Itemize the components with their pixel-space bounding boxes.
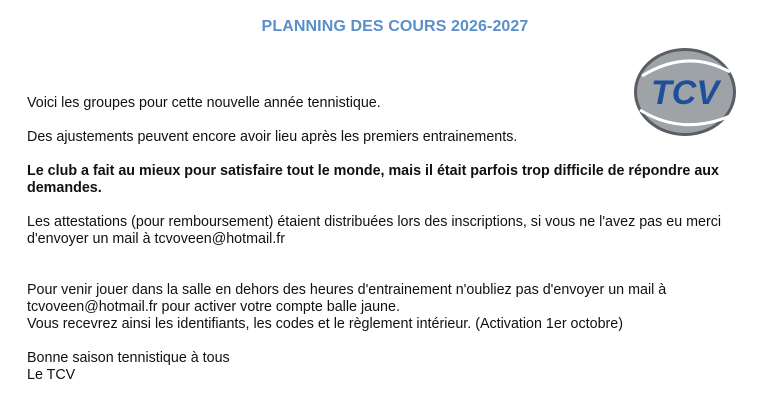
credentials-paragraph: Vous recevrez ainsi les identifiants, les codes et le règlement intérieur. (Activation 1er octobre) xyxy=(27,316,624,332)
logo-text: TCV xyxy=(651,74,719,112)
attestations-paragraph: Les attestations (pour remboursement) étaient distribuées lors des inscriptions, si vous ne l'avez pas eu merci d'envoyer un mail à tcvoveen@hotmail.fr xyxy=(27,214,722,247)
club-notice-paragraph: Le club a fait au mieux pour satisfaire tout le monde, mais il était parfois trop difficile de répondre aux demandes. xyxy=(27,163,719,196)
adjustments-paragraph: Des ajustements peuvent encore avoir lieu après les premiers entrainements. xyxy=(27,129,518,145)
page-title: PLANNING DES COURS 2026-2027 xyxy=(261,18,529,35)
signature: Le TCV xyxy=(27,367,76,383)
closing-greeting: Bonne saison tennistique à tous xyxy=(27,350,230,366)
intro-paragraph: Voici les groupes pour cette nouvelle année tennistique. xyxy=(27,95,381,111)
hall-access-paragraph: Pour venir jouer dans la salle en dehors des heures d'entrainement n'oubliez pas d'envoyer un mail à tcvoveen@hotmail.fr pour activer votre compte balle jaune. xyxy=(27,282,667,315)
document-body xyxy=(27,95,727,384)
